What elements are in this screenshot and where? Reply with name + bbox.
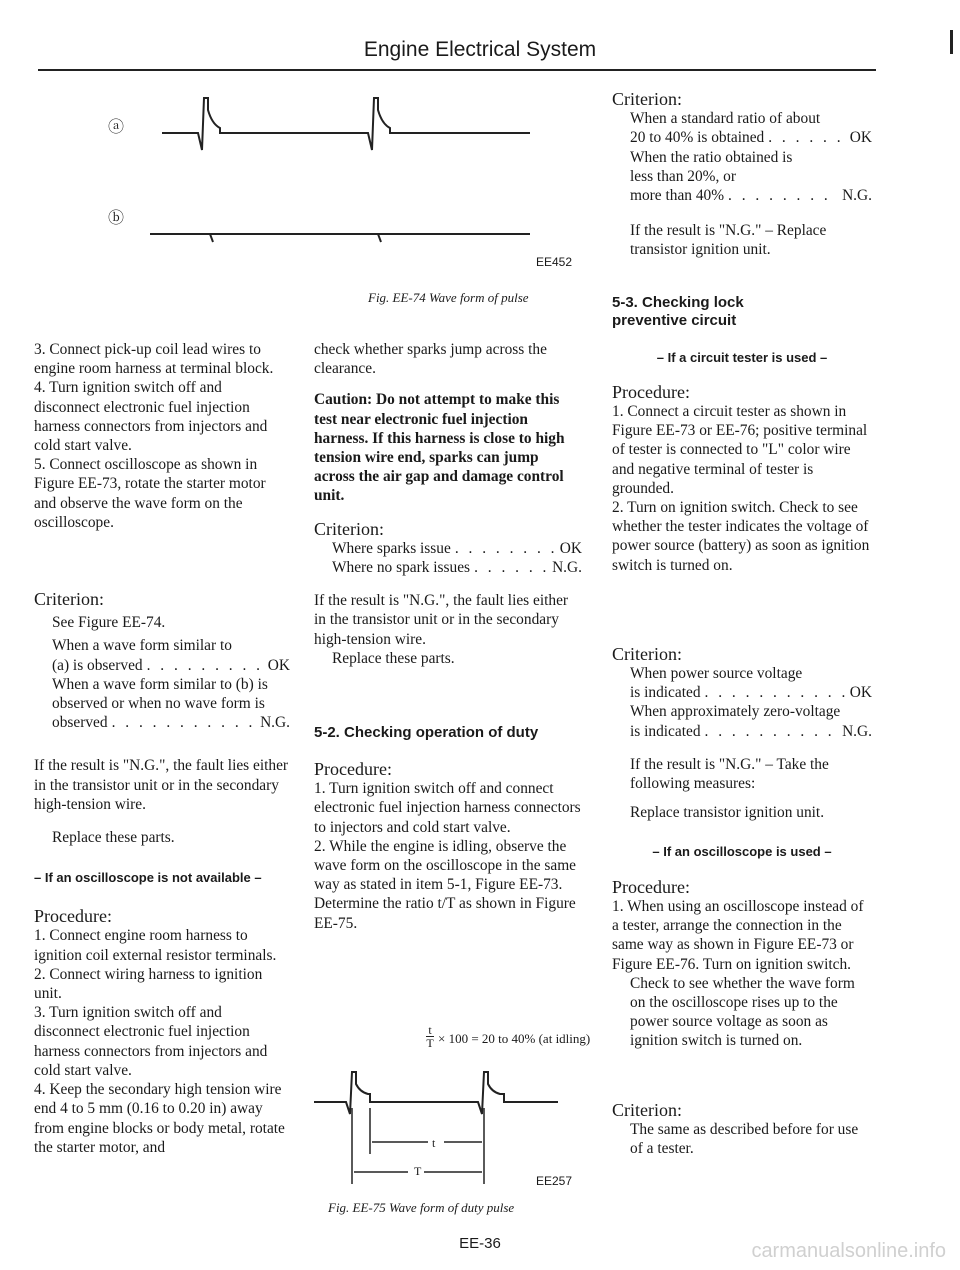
figure-code-ee257: EE257: [536, 1174, 573, 1188]
step-text: 1. Connect a circuit tester as shown in Figure EE-73 or EE-76; positive terminal of tester is connected to "L" color wire and negative terminal of tester is grounded.: [612, 403, 868, 497]
criterion-row: observed . . . N.G.: [34, 713, 290, 732]
procedure-heading: Procedure:: [612, 876, 690, 897]
step-text: Check to see whether the wave form on the oscilloscope rises up to the power source voltage as soon as ignition switch is turned on.: [630, 974, 855, 1050]
fig75-t-marker: t: [432, 1136, 436, 1150]
section-heading: 5-3. Checking lock preventive circuit: [612, 293, 744, 329]
replace-text: Replace transistor ignition unit.: [630, 804, 825, 822]
criterion-text: less than 20%, or: [630, 167, 737, 185]
caution-text: Caution: Do not attempt to make this test near electronic fuel injection harness. If this harness is close to high tension wire end, sparks can jump across the air gap and damage control unit.: [314, 391, 565, 505]
subsection-heading: – If an oscilloscope is not available –: [34, 870, 262, 886]
figure-caption-ee75: Fig. EE-75 Wave form of duty pulse: [328, 1200, 515, 1215]
step-text: 3. Turn ignition switch off and disconnect electronic fuel injection harness connectors from injectors and cold start valve.: [34, 1004, 268, 1079]
criterion-text: When a wave form similar to (b) is observed or when no wave form is: [52, 675, 268, 713]
step-text: 4. Turn ignition switch off and disconnect electronic fuel injection harness connectors from injectors and cold start valve.: [34, 379, 268, 455]
replace-text: Replace these parts.: [332, 649, 455, 667]
procedure-heading: Procedure:: [314, 759, 392, 780]
subsection-heading: – If an oscilloscope is used –: [652, 844, 832, 860]
figure-code-ee452: EE452: [536, 255, 573, 269]
criterion-heading: Criterion:: [612, 643, 682, 664]
header-rule: [38, 69, 876, 71]
fig75-T-marker: T: [414, 1164, 422, 1178]
section-heading: 5-2. Checking operation of duty: [314, 724, 539, 742]
criterion-row: is indicated . . . OK: [612, 683, 872, 702]
criterion-text: When the ratio obtained is: [630, 148, 793, 166]
column-middle: [314, 340, 582, 933]
waveform-b: [150, 234, 530, 242]
criterion-text: When a standard ratio of about: [630, 110, 821, 128]
procedure-heading: Procedure:: [34, 906, 112, 927]
column-right: [612, 90, 872, 1158]
step-text: 1. Turn ignition switch off and connect electronic fuel injection harness connectors to injectors and cold start valve.: [314, 780, 581, 836]
criterion-row: Where no spark issues . . . N.G.: [314, 558, 582, 577]
criterion-row: is indicated . . . N.G.: [612, 722, 872, 741]
procedure-heading: Procedure:: [612, 381, 690, 402]
fig75-formula: × 100 = 20 to 40% (at idling): [438, 1031, 591, 1046]
step-text: 2. While the engine is idling, observe the wave form on the oscilloscope in the same way as stated in item 5-1, Figure EE-73. Determine the ratio t/T as shown in Figure EE-75.: [314, 837, 576, 932]
watermark-text: carmanualsonline.info: [751, 1240, 946, 1262]
criterion-text: When a wave form similar to: [52, 637, 232, 655]
page-number: EE-36: [459, 1235, 501, 1252]
ng-text: If the result is "N.G." – Replace transistor ignition unit.: [630, 222, 827, 259]
step-text: 3. Connect pick-up coil lead wires to engine room harness at terminal block.: [34, 341, 274, 378]
step-text: 4. Keep the secondary high tension wire end 4 to 5 mm (0.16 to 0.20 in) away from engine blocks or body metal, rotate the starter motor, and: [34, 1081, 285, 1156]
replace-text: Replace these parts.: [52, 829, 175, 847]
waveform-a: [162, 98, 530, 150]
subsection-heading: – If a circuit tester is used –: [656, 349, 828, 365]
step-text: 2. Connect wiring harness to ignition unit.: [34, 965, 263, 1003]
criterion-text: When approximately zero-voltage: [630, 703, 841, 721]
figure-caption-ee74: Fig. EE-74 Wave form of pulse: [368, 290, 529, 305]
duty-pulse-waveform: [310, 1068, 580, 1188]
step-text: 1. Connect engine room harness to ignition coil external resistor terminals.: [34, 927, 277, 964]
fig75-fraction: t T: [426, 1023, 434, 1050]
criterion-text: See Figure EE-74.: [52, 614, 166, 632]
page-header-title: Engine Electrical System: [363, 38, 597, 61]
wave-label-a: ⓐ: [108, 119, 125, 136]
criterion-heading: Criterion:: [34, 589, 104, 610]
step-text: 2. Turn on ignition switch. Check to see whether the tester indicates the voltage of power source (battery) as soon as ignition switch is turned on.: [612, 499, 870, 574]
wave-label-b: ⓑ: [108, 210, 125, 227]
criterion-row: 20 to 40% is obtained . . . OK: [612, 128, 872, 147]
criterion-row: (a) is observed . . . OK: [34, 656, 290, 675]
criterion-heading: Criterion:: [314, 518, 384, 539]
step-text: 5. Connect oscilloscope as shown in Figure EE-73, rotate the starter motor and observe the wave form on the oscilloscope.: [34, 456, 266, 531]
intro-text: check whether sparks jump across the clearance.: [314, 341, 547, 378]
criterion-text: When power source voltage: [630, 665, 803, 683]
pulse-waveform-figure: [150, 88, 550, 263]
ng-text: If the result is "N.G.", the fault lies either in the transistor unit or in the secondary high-tension wire.: [314, 592, 569, 648]
step-text: 1. When using an oscilloscope instead of a tester, arrange the connection in the same way as shown in Figure EE-73 or Figure EE-76. Turn on ignition switch.: [612, 897, 864, 973]
criterion-heading: Criterion:: [612, 1099, 682, 1120]
ng-text: If the result is "N.G.", the fault lies either in the transistor unit or in the secondary high-tension wire.: [34, 757, 289, 813]
column-left: [34, 340, 290, 1157]
criterion-heading: Criterion:: [612, 89, 682, 109]
criterion-row: more than 40% . . . N.G.: [612, 186, 872, 205]
criterion-text: The same as described before for use of a tester.: [630, 1120, 859, 1157]
ng-text: If the result is "N.G." – Take the following measures:: [630, 755, 829, 793]
criterion-row: Where sparks issue . . . OK: [314, 539, 582, 558]
